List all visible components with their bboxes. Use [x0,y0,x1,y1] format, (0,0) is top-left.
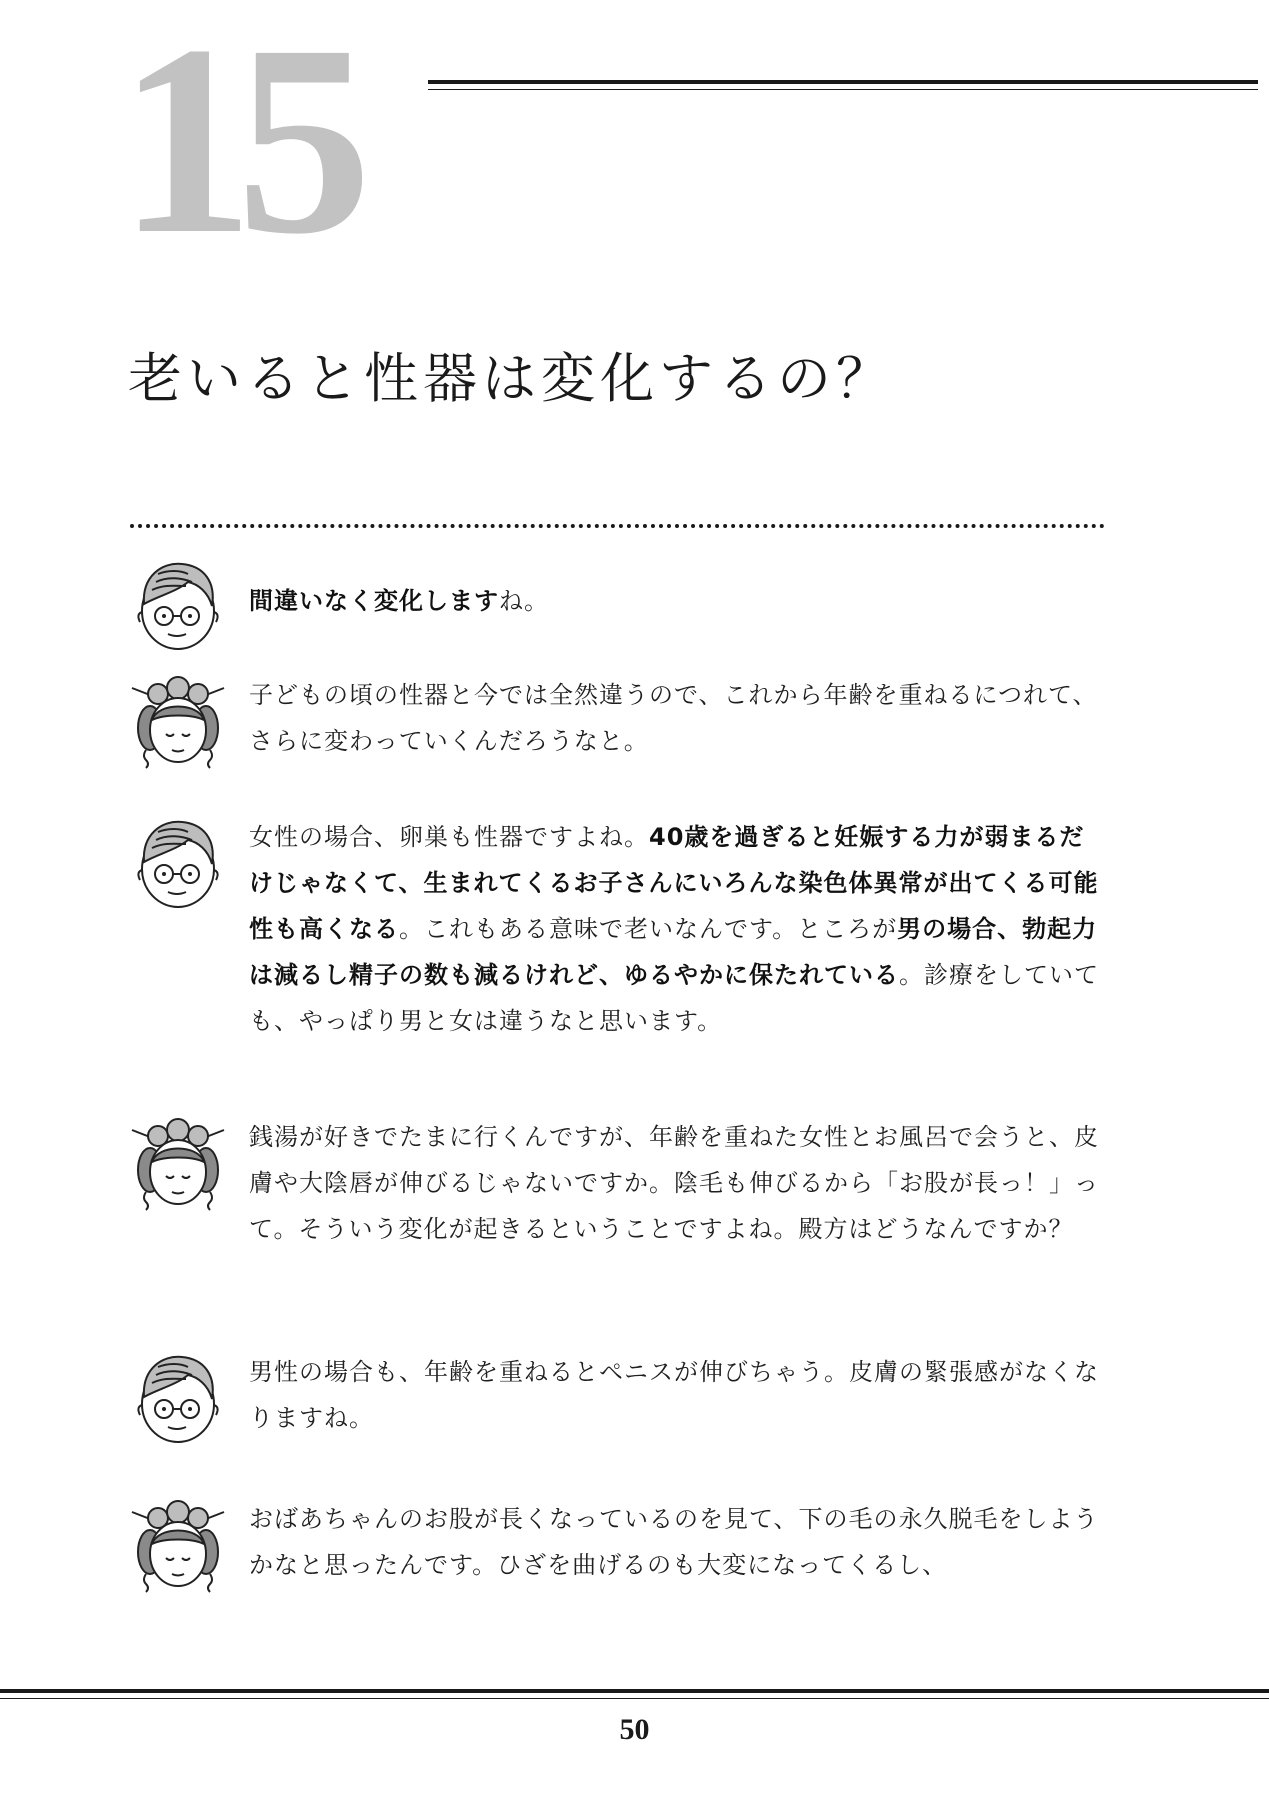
dialogue-text [249,672,1109,764]
body-text: 女性の場合、卵巣も性器ですよね。 [249,823,649,851]
dialogue-text [249,1114,1109,1252]
body-text: 。診療をしていても、やっぱり男と女は違うなと思います。 [249,961,1099,1035]
girl-avatar-icon [128,1114,228,1214]
girl-avatar-icon [128,1496,228,1596]
dialogue-text [249,814,1109,1044]
dialogue-text [249,1496,1109,1588]
chapter-number: 15 [118,0,354,290]
emphasis-text: 男の場合、勃起力は減るし精子の数も減るけれど、ゆるやかに保たれている [249,915,1098,989]
dotted-divider [130,524,1105,528]
body-text: おばあちゃんのお股が長くなっているのを見て、下の毛の永久脱毛をしようかなと思ったんです。ひざを曲げるのも大変になってくるし、 [249,1505,1099,1579]
doctor-avatar-icon [128,814,228,914]
body-text: 子どもの頃の性器と今では全然違うので、これから年齢を重ねるにつれて、さらに変わっていくんだろうなと。 [249,681,1098,755]
header-rule [428,80,1258,90]
doctor-avatar-icon [128,556,228,656]
body-text: 男性の場合も、年齢を重ねるとペニスが伸びちゃう。皮膚の緊張感がなくなりますね。 [249,1358,1099,1432]
body-text: 。これもある意味で老いなんです。ところが [399,915,898,943]
emphasis-text: 間違いなく変化します [249,587,499,615]
page-number: 50 [619,1713,650,1746]
body-text: ね。 [499,587,549,615]
page-title: 老いると性器は変化するの？ [128,347,895,410]
dialogue-text [249,578,1109,624]
footer-rule [0,1689,1269,1699]
girl-avatar-icon [128,672,228,772]
dialogue-text [249,1349,1109,1441]
doctor-avatar-icon [128,1349,228,1449]
emphasis-text: 40歳を過ぎると妊娠する力が弱まるだけじゃなくて、生まれてくるお子さんにいろんな染色体異常が出てくる可能性も高くなる [249,823,1099,943]
body-text: 銭湯が好きでたまに行くんですが、年齢を重ねた女性とお風呂で会うと、皮膚や大陰唇が伸びるじゃないですか。陰毛も伸びるから「お股が長っ！」って。そういう変化が起きるということですよね。殿方はどうなんですか？ [249,1123,1099,1243]
